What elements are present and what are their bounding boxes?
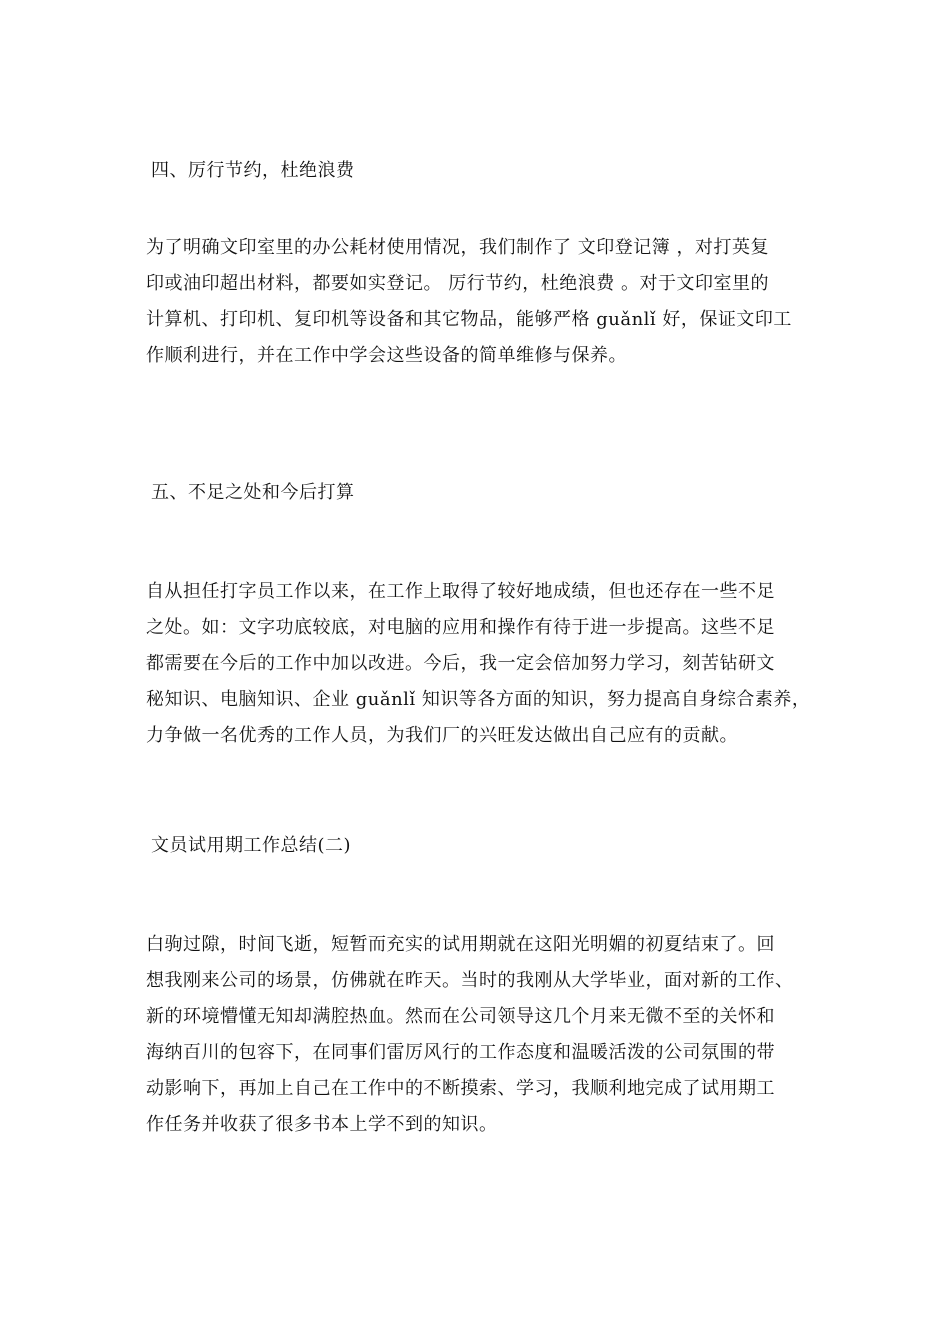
paragraph-summary-two: [146, 927, 826, 1143]
paragraph-line: 自从担任打字员工作以来，在工作上取得了较好地成绩，但也还存在一些不足: [146, 581, 775, 602]
section-heading-summary-two: 文员试用期工作总结(二): [151, 835, 352, 856]
paragraph-line: 海纳百川的包容下，在同事们雷厉风行的工作态度和温暖活泼的公司氛围的带: [146, 1042, 775, 1063]
paragraph-line: 计算机、打印机、复印机等设备和其它物品，能够严格 guǎnlǐ 好，保证文印工: [146, 309, 792, 330]
paragraph-five: [146, 574, 826, 754]
paragraph-line: 力争做一名优秀的工作人员，为我们厂的兴旺发达做出自己应有的贡献。: [146, 725, 738, 746]
section-heading-five: 五、不足之处和今后打算: [151, 482, 355, 503]
paragraph-line: 作顺利进行，并在工作中学会这些设备的简单维修与保养。: [146, 345, 627, 366]
paragraph-four: [146, 230, 826, 374]
paragraph-line: 白驹过隙，时间飞逝，短暂而充实的试用期就在这阳光明媚的初夏结束了。回: [146, 934, 775, 955]
paragraph-line: 秘知识、电脑知识、企业 guǎnlǐ 知识等各方面的知识，努力提高自身综合素养，: [146, 689, 811, 710]
paragraph-line: 都需要在今后的工作中加以改进。今后，我一定会倍加努力学习，刻苦钻研文: [146, 653, 775, 674]
paragraph-line: 印或油印超出材料，都要如实登记。 厉行节约，杜绝浪费 。对于文印室里的: [146, 273, 769, 294]
paragraph-line: 动影响下，再加上自己在工作中的不断摸索、学习，我顺利地完成了试用期工: [146, 1078, 775, 1099]
paragraph-line: 新的环境懵懂无知却满腔热血。然而在公司领导这几个月来无微不至的关怀和: [146, 1006, 775, 1027]
paragraph-line: 为了明确文印室里的办公耗材使用情况，我们制作了 文印登记簿 ，对打英复: [146, 237, 769, 258]
paragraph-line: 作任务并收获了很多书本上学不到的知识。: [146, 1114, 498, 1135]
paragraph-line: 之处。如：文字功底较底，对电脑的应用和操作有待于进一步提高。这些不足: [146, 617, 775, 638]
paragraph-line: 想我刚来公司的场景，仿佛就在昨天。当时的我刚从大学毕业，面对新的工作、: [146, 970, 794, 991]
section-heading-four: 四、厉行节约，杜绝浪费: [151, 160, 355, 181]
